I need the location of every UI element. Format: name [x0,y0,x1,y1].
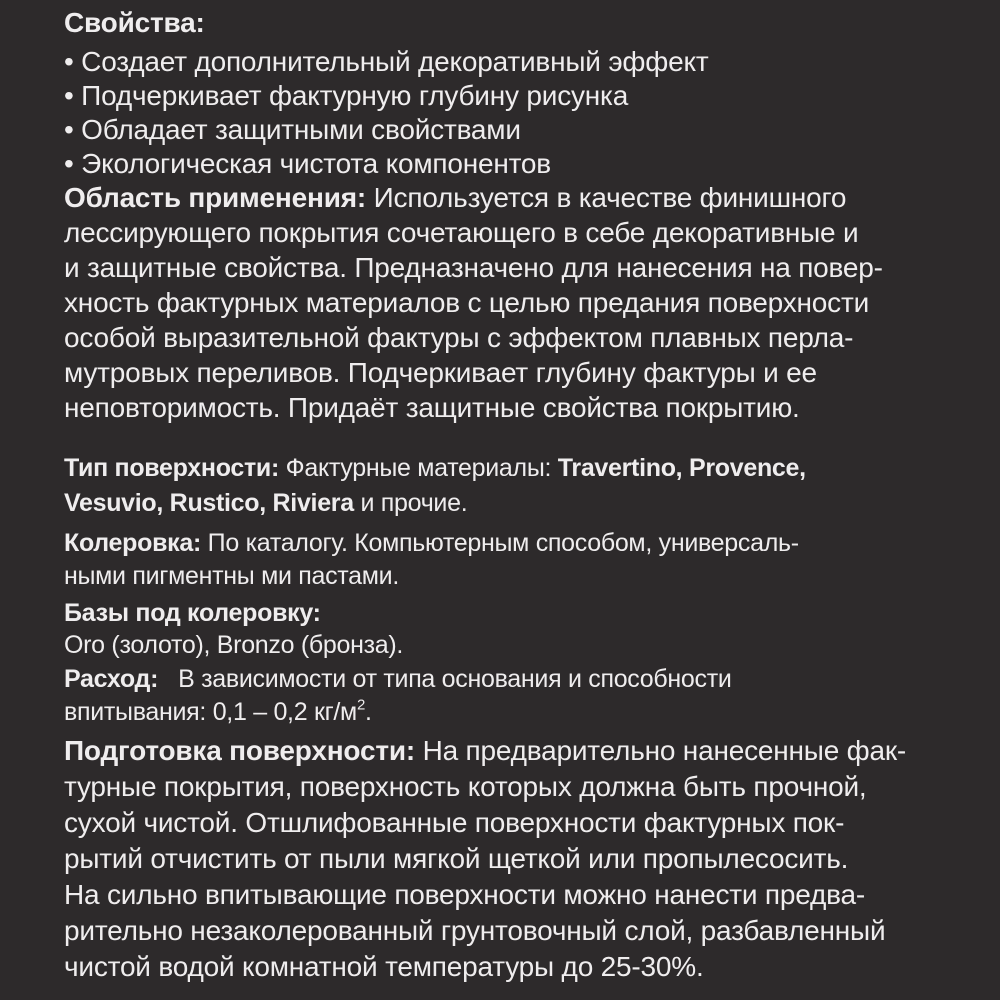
application-line-1: Область применения: Используется в качестве финишного [64,182,847,213]
preparation-line-7: чистой водой комнатной температуры до 25-30%. [64,951,704,982]
property-item-2: • Подчеркивает фактурную глубину рисунка [64,80,629,111]
application-line-3: и защитные свойства. Предназначено для нанесения на повер- [64,252,883,283]
surface-label: Тип поверхности: [64,454,279,482]
preparation-line-6: рительно незаколерованный грунтовочный слой, разбавленный [64,915,886,946]
surface-line-2: Vesuvio, Rustico, Riviera и прочие. [64,489,468,517]
consumption-label: Расход: [64,665,159,693]
application-line-4: хность фактурных материалов с целью предания поверхности [64,287,870,318]
application-line-2: лессирующего покрытия сочетающего в себе декоративные и [64,217,859,248]
application-line-7: неповторимость. Придаёт защитные свойства покрытию. [64,392,800,423]
property-item-3: • Обладает защитными свойствами [64,114,521,145]
surface-materials-2: Vesuvio, Rustico, Riviera [64,489,354,517]
consumption-line-2: впитывания: 0,1 – 0,2 $кг/м^2$. [64,696,372,726]
preparation-line-4: рытий отчистить от пыли мягкой щеткой или пропылесосить. [64,843,849,874]
preparation-label: Подготовка поверхности: [64,735,415,766]
tinting-line-1: Колеровка: По каталогу. Компьютерным способом, универсаль- [64,529,799,557]
preparation-line-1: Подготовка поверхности: На предварительно нанесенные фак- [64,735,907,766]
application-line-5: особой выразительной фактуры с эффектом плавных перла- [64,322,854,353]
application-label: Область применения: [64,182,366,213]
properties-heading: Свойства: [64,7,205,38]
property-item-1: • Создает дополнительный декоративный эффект [64,46,709,77]
preparation-line-5: На сильно впитывающие поверхности можно нанести предва- [64,879,866,910]
bases-label: Базы под колеровку: [64,599,321,627]
preparation-line-2: турные покрытия, поверхность которых должна быть прочной, [64,771,867,802]
tinting-label: Колеровка: [64,529,202,557]
consumption-line-1: Расход: В зависимости от типа основания и способности [64,665,732,693]
tinting-line-2: ными пигментны ми пастами. [64,562,399,590]
bases-value: Oro (золото), Bronzo (бронза). [64,631,404,659]
surface-materials-1: Travertino, Provence, [557,454,806,482]
preparation-line-3: сухой чистой. Отшлифованные поверхности фактурных пок- [64,807,845,838]
application-line-6: мутровых переливов. Подчеркивает глубину фактуры и ее [64,357,817,388]
surface-line-1: Тип поверхности: Фактурные материалы: Travertino, Provence, [64,454,806,482]
property-item-4: • Экологическая чистота компонентов [64,148,551,179]
